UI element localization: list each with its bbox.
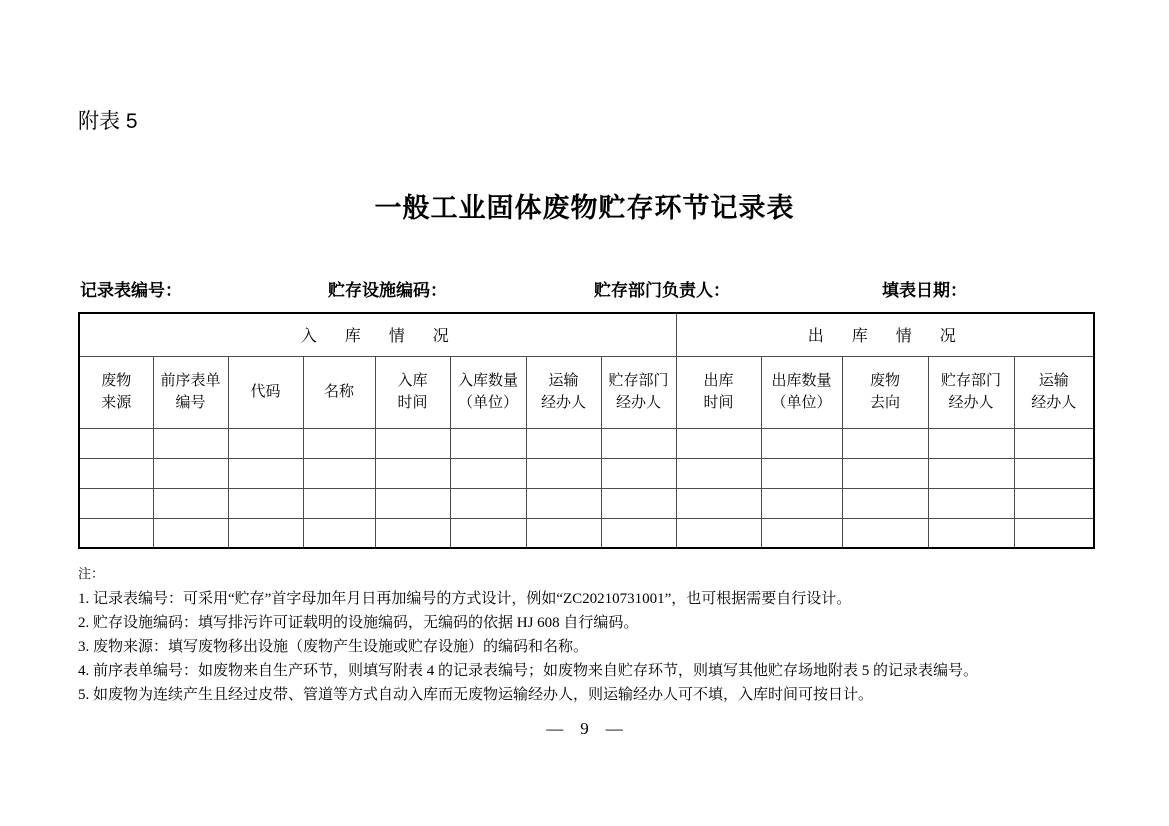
record-cell-empty bbox=[153, 518, 228, 548]
col-header-inbound-quantity: 入库数量 （单位） bbox=[450, 356, 526, 428]
record-cell-empty bbox=[842, 458, 928, 488]
col-header-transport-handler-out: 运输 经办人 bbox=[1014, 356, 1094, 428]
meta-label-fill-date: 填表日期： bbox=[882, 281, 967, 300]
col-header-code: 代码 bbox=[228, 356, 303, 428]
col-header-waste-destination: 废物 去向 bbox=[842, 356, 928, 428]
record-cell-empty bbox=[303, 488, 375, 518]
record-cell-empty bbox=[228, 518, 303, 548]
record-cell-empty bbox=[842, 428, 928, 458]
record-cell-empty bbox=[761, 458, 842, 488]
record-cell-empty bbox=[928, 518, 1014, 548]
record-cell-empty bbox=[228, 488, 303, 518]
col-header-previous-form-no: 前序表单 编号 bbox=[153, 356, 228, 428]
page-number: 9 bbox=[580, 719, 589, 738]
note-item-5: 5. 如废物为连续产生且经过皮带、管道等方式自动入库而无废物运输经办人，则运输经办人可不填，入库时间可按日计。 bbox=[78, 687, 874, 703]
footer-right-dash: — bbox=[605, 719, 623, 738]
meta-label-facility-code: 贮存设施编码： bbox=[328, 281, 447, 300]
record-cell-empty bbox=[79, 488, 153, 518]
record-cell-empty bbox=[303, 518, 375, 548]
table-row-empty-2 bbox=[79, 458, 1094, 488]
record-cell-empty bbox=[928, 458, 1014, 488]
notes-section bbox=[78, 565, 1093, 707]
record-cell-empty bbox=[676, 458, 761, 488]
record-cell-empty bbox=[228, 428, 303, 458]
record-cell-empty bbox=[601, 458, 676, 488]
col-header-storage-dept-handler-out: 贮存部门 经办人 bbox=[928, 356, 1014, 428]
meta-label-record-no: 记录表编号： bbox=[80, 281, 182, 300]
record-cell-empty bbox=[450, 458, 526, 488]
col-header-transport-handler-in: 运输 经办人 bbox=[526, 356, 601, 428]
footer-left-dash: — bbox=[546, 719, 564, 738]
col-header-inbound-time: 入库 时间 bbox=[375, 356, 450, 428]
record-cell-empty bbox=[153, 488, 228, 518]
record-cell-empty bbox=[79, 458, 153, 488]
annex-label: 附表 5 bbox=[78, 110, 138, 133]
page-footer bbox=[0, 719, 1169, 739]
record-cell-empty bbox=[450, 488, 526, 518]
page-title: 一般工业固体废物贮存环节记录表 bbox=[374, 193, 795, 223]
notes-heading: 注： bbox=[78, 566, 105, 581]
column-header-row bbox=[79, 356, 1094, 428]
record-cell-empty bbox=[450, 428, 526, 458]
record-cell-empty bbox=[601, 518, 676, 548]
record-cell-empty bbox=[842, 488, 928, 518]
table-row-empty-3 bbox=[79, 488, 1094, 518]
inbound-section-header: 入 库 情 况 bbox=[79, 313, 676, 356]
col-header-waste-source: 废物 来源 bbox=[79, 356, 153, 428]
col-header-name: 名称 bbox=[303, 356, 375, 428]
record-cell-empty bbox=[1014, 458, 1094, 488]
col-header-outbound-quantity: 出库数量 （单位） bbox=[761, 356, 842, 428]
col-header-outbound-time: 出库 时间 bbox=[676, 356, 761, 428]
record-cell-empty bbox=[842, 518, 928, 548]
outbound-section-header: 出 库 情 况 bbox=[676, 313, 1094, 356]
table-row-empty-1 bbox=[79, 428, 1094, 458]
record-cell-empty bbox=[526, 428, 601, 458]
record-cell-empty bbox=[676, 488, 761, 518]
meta-label-department-head: 贮存部门负责人： bbox=[594, 281, 730, 300]
record-cell-empty bbox=[375, 458, 450, 488]
record-cell-empty bbox=[1014, 488, 1094, 518]
storage-record-table bbox=[78, 312, 1095, 549]
note-item-1: 1. 记录表编号：可采用“贮存”首字母加年月日再加编号的方式设计，例如“ZC20210731001”，也可根据需要自行设计。 bbox=[78, 591, 852, 607]
record-cell-empty bbox=[526, 488, 601, 518]
record-cell-empty bbox=[928, 488, 1014, 518]
record-cell-empty bbox=[526, 518, 601, 548]
record-cell-empty bbox=[676, 518, 761, 548]
record-cell-empty bbox=[228, 458, 303, 488]
record-cell-empty bbox=[1014, 428, 1094, 458]
note-item-3: 3. 废物来源：填写废物移出设施（废物产生设施或贮存设施）的编码和名称。 bbox=[78, 639, 589, 655]
record-cell-empty bbox=[303, 428, 375, 458]
note-item-4: 4. 前序表单编号：如废物来自生产环节，则填写附表 4 的记录表编号；如废物来自贮存环节，则填写其他贮存场地附表 5 的记录表编号。 bbox=[78, 663, 979, 679]
record-cell-empty bbox=[153, 428, 228, 458]
record-cell-empty bbox=[928, 428, 1014, 458]
record-cell-empty bbox=[303, 458, 375, 488]
record-cell-empty bbox=[79, 518, 153, 548]
record-cell-empty bbox=[375, 488, 450, 518]
record-cell-empty bbox=[79, 428, 153, 458]
record-cell-empty bbox=[676, 428, 761, 458]
record-cell-empty bbox=[601, 428, 676, 458]
record-cell-empty bbox=[761, 488, 842, 518]
note-item-2: 2. 贮存设施编码：填写排污许可证载明的设施编码，无编码的依据 HJ 608 自行编码。 bbox=[78, 615, 639, 631]
table-row-empty-4 bbox=[79, 518, 1094, 548]
record-cell-empty bbox=[153, 458, 228, 488]
record-cell-empty bbox=[601, 488, 676, 518]
record-cell-empty bbox=[375, 518, 450, 548]
record-cell-empty bbox=[1014, 518, 1094, 548]
record-cell-empty bbox=[526, 458, 601, 488]
record-cell-empty bbox=[450, 518, 526, 548]
record-cell-empty bbox=[761, 518, 842, 548]
record-cell-empty bbox=[761, 428, 842, 458]
section-header-row bbox=[79, 313, 1094, 356]
col-header-storage-dept-handler-in: 贮存部门 经办人 bbox=[601, 356, 676, 428]
record-cell-empty bbox=[375, 428, 450, 458]
